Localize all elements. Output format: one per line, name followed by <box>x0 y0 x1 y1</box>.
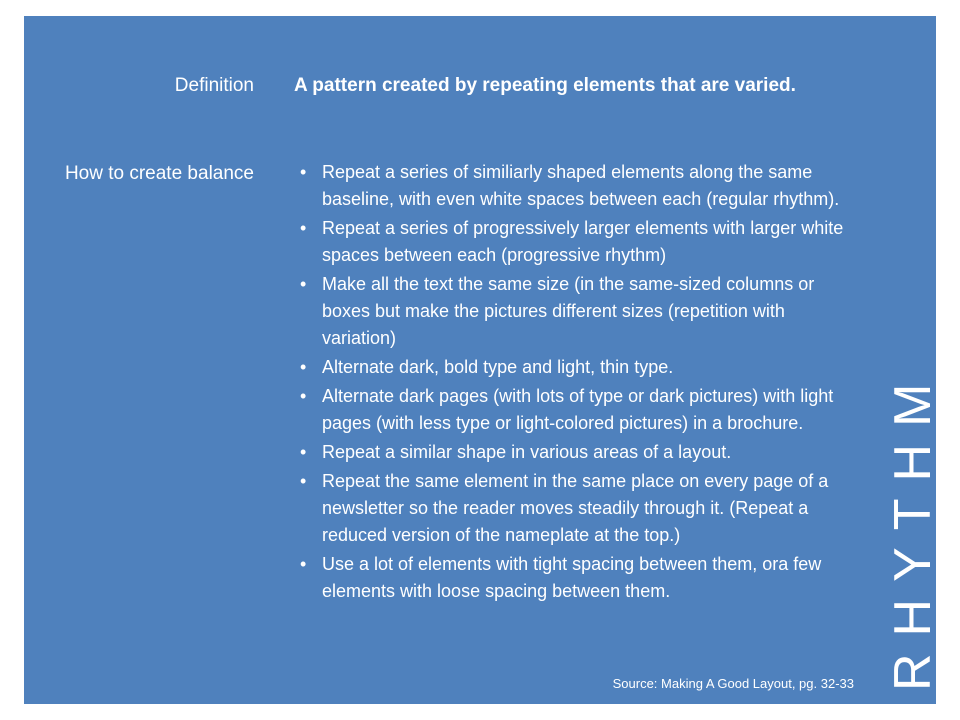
bullet-text: Alternate dark pages (with lots of type or dark pictures) with light pages (with less type or light-colored pictures) in a brochure. <box>322 386 834 433</box>
bullet-item <box>294 354 854 381</box>
bullet-icon: • <box>300 442 307 462</box>
how-to-label: How to create balance <box>64 163 254 184</box>
bullet-item <box>294 551 854 605</box>
bullet-text: Make all the text the same size (in the same-sized columns or boxes but make the pictures different sizes (repetition with variation) <box>322 274 815 348</box>
bullet-item <box>294 468 854 549</box>
slide-title: RHYTHM <box>884 366 942 691</box>
bullet-text: Use a lot of elements with tight spacing between them, ora few elements with loose spacing between them. <box>322 554 822 601</box>
definition-text: A pattern created by repeating elements that are varied. <box>294 75 796 96</box>
slide <box>24 16 942 704</box>
bullet-text: Repeat a similar shape in various areas of a layout. <box>322 442 732 462</box>
bullet-text: Repeat a series of progressively larger elements with larger white spaces between each (progressive rhythm) <box>322 218 844 265</box>
bullet-text: Repeat the same element in the same place on every page of a newsletter so the reader moves steadily through it. (Repeat a reduced version of the nameplate at the top.) <box>322 471 829 545</box>
bullet-icon: • <box>300 471 307 491</box>
bullet-icon: • <box>300 554 307 574</box>
bullet-icon: • <box>300 218 307 238</box>
bullet-item <box>294 159 854 213</box>
bullet-item <box>294 439 854 466</box>
definition-label: Definition <box>174 75 254 96</box>
source-citation: Source: Making A Good Layout, pg. 32-33 <box>612 676 854 691</box>
bullet-text: Alternate dark, bold type and light, thin type. <box>322 357 674 377</box>
how-to-bullet-list <box>294 159 854 607</box>
bullet-item <box>294 215 854 269</box>
bullet-item <box>294 271 854 352</box>
bullet-item <box>294 383 854 437</box>
bullet-text: Repeat a series of similiarly shaped elements along the same baseline, with even white spaces between each (regular rhythm). <box>322 162 840 209</box>
bullet-icon: • <box>300 386 307 406</box>
bullet-icon: • <box>300 357 307 377</box>
bullet-icon: • <box>300 274 307 294</box>
bullet-icon: • <box>300 162 307 182</box>
